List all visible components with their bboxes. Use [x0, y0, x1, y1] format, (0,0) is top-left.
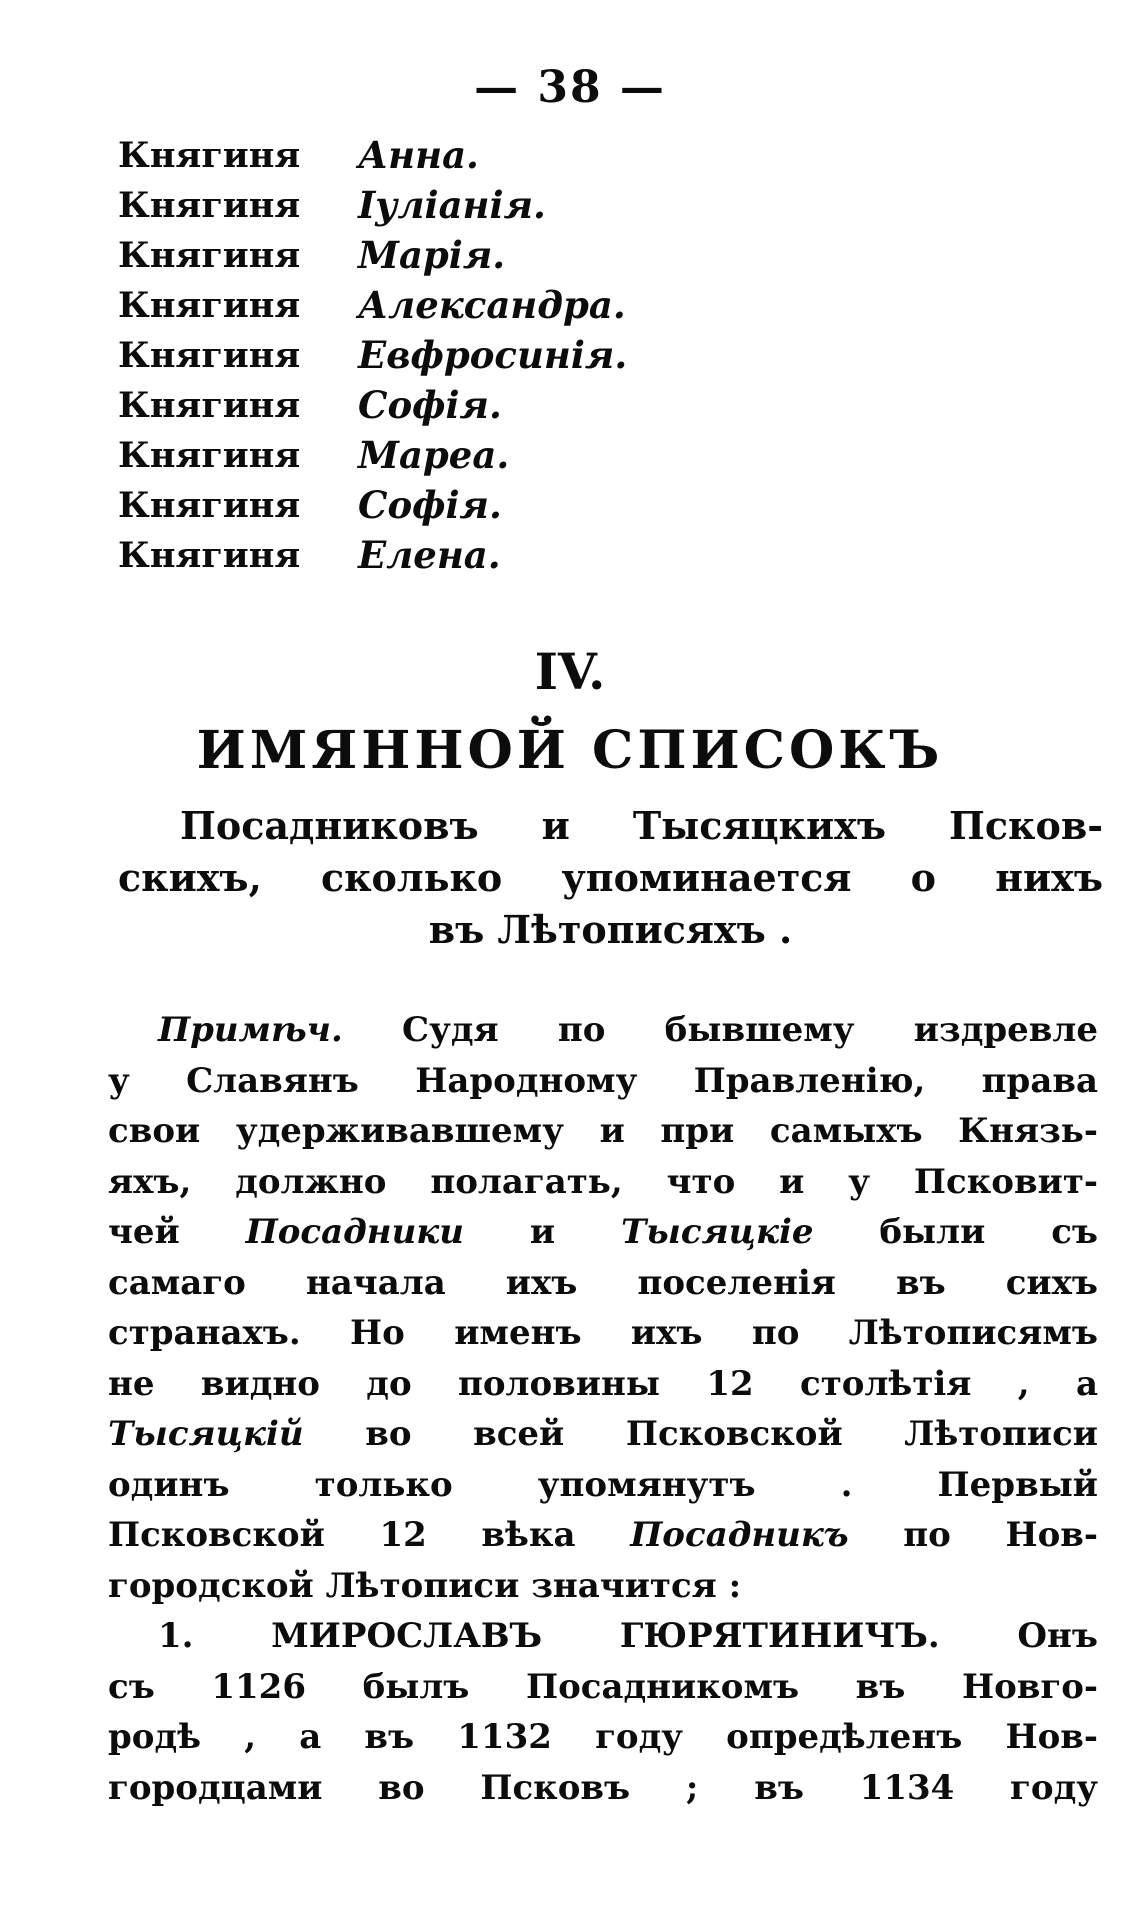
- text-line: [108, 1207, 1098, 1258]
- text-line: съ 1126 былъ Посадникомъ въ Новгo-: [108, 1666, 1098, 1707]
- page-number: — 38 —: [474, 62, 666, 113]
- princess-title: Княгиня: [118, 184, 301, 226]
- text-line: не видно до половины 12 столѣтія , а: [108, 1363, 1098, 1404]
- list-item: [118, 530, 627, 580]
- princess-name: Мареа.: [358, 433, 510, 477]
- text-line: [108, 1510, 1098, 1561]
- text-span: во всей Псковской Лѣтописи: [303, 1414, 1098, 1454]
- list-item: [118, 380, 627, 430]
- subtitle-line: Посадниковъ и Тысяцкихъ Псков-: [180, 803, 1103, 848]
- text-span: по Нов-: [848, 1515, 1098, 1555]
- subtitle-line: въ Лѣтописяхъ .: [428, 907, 793, 952]
- text-span: Судя по бывшему издревле: [342, 1010, 1098, 1050]
- note-label: Примѣч.: [158, 1010, 343, 1050]
- text-line: [108, 1409, 1098, 1460]
- section-numeral: IV.: [534, 642, 606, 701]
- italic-term: Тысяцкій: [108, 1414, 304, 1454]
- body-paragraph: [108, 1005, 1098, 1813]
- list-item: [118, 180, 627, 230]
- text-line: странахъ. Но именъ ихъ по Лѣтописямъ: [108, 1313, 1098, 1353]
- text-line: самаго начала ихъ поселенія въ сихъ: [108, 1262, 1098, 1303]
- text-line: 1. МИРОСЛАВЪ ГЮРЯТИНИЧЪ. Онъ: [158, 1616, 1098, 1656]
- princess-title: Княгиня: [118, 234, 301, 276]
- text-span: чей: [108, 1212, 246, 1252]
- princess-name: Софія.: [358, 383, 502, 427]
- text-line: яхъ, должно полагать, что и у Псковит-: [108, 1161, 1098, 1202]
- italic-term: Тысяцкіе: [620, 1212, 814, 1252]
- princess-title: Княгиня: [118, 434, 301, 476]
- princess-title: Княгиня: [118, 484, 301, 526]
- italic-term: Посадникъ: [630, 1515, 849, 1555]
- subtitle-line: скихъ, сколько упоминается о нихъ: [118, 855, 1103, 900]
- text-line: городской Лѣтописи значится :: [108, 1565, 742, 1606]
- text-span: были съ: [813, 1212, 1098, 1252]
- list-item: [118, 330, 627, 380]
- princess-title: Княгиня: [118, 384, 301, 426]
- text-line: родѣ , а въ 1132 году опредѣленъ Нов-: [108, 1717, 1098, 1757]
- list-item: [118, 430, 627, 480]
- list-item: [118, 480, 627, 530]
- section-subtitle: [118, 800, 1103, 956]
- princess-name: Евфросинія.: [358, 333, 628, 377]
- text-span: и: [464, 1212, 621, 1252]
- list-item: [118, 130, 627, 180]
- princess-list: [118, 130, 627, 580]
- princess-name: Анна.: [358, 133, 479, 177]
- princess-name: Іуліанія.: [358, 183, 546, 227]
- princess-title: Княгиня: [118, 284, 301, 326]
- princess-title: Княгиня: [118, 534, 301, 576]
- text-line: [108, 1005, 1098, 1056]
- section-title: ИМЯННОЙ СПИСОКЪ: [196, 720, 944, 781]
- list-item: [118, 280, 627, 330]
- princess-title: Княгиня: [118, 334, 301, 376]
- princess-title: Княгиня: [118, 134, 301, 176]
- princess-name: Софія.: [358, 483, 502, 527]
- text-line: у Славянъ Народному Правленію, права: [108, 1060, 1098, 1101]
- princess-name: Елена.: [358, 533, 501, 577]
- princess-name: Александра.: [358, 283, 626, 327]
- princess-name: Марія.: [358, 233, 506, 277]
- text-line: одинъ только упомянутъ . Первый: [108, 1464, 1098, 1505]
- text-line: городцами во Псковъ ; въ 1134 году: [108, 1767, 1098, 1808]
- list-item: [118, 230, 627, 280]
- text-line: свои удерживавшему и при самыхъ Князь-: [108, 1111, 1098, 1151]
- italic-term: Посадники: [245, 1212, 465, 1252]
- text-span: Псковской 12 вѣка: [108, 1515, 631, 1555]
